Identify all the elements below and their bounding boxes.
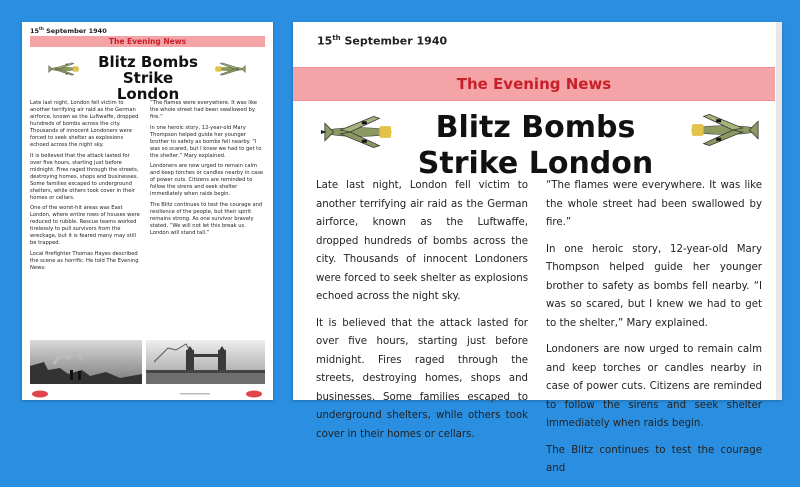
thumb-headline: Blitz Bombs Strike London — [98, 53, 198, 103]
headline: Blitz Bombs Strike London — [417, 110, 654, 181]
plane-icon — [46, 60, 82, 78]
plane-icon — [212, 60, 248, 78]
left-column — [316, 177, 528, 452]
blitz-photo — [30, 340, 142, 384]
article-date: 15th September 1940 — [317, 34, 448, 48]
right-column — [546, 177, 762, 487]
twinkl-logo — [32, 391, 48, 398]
tower-bridge-photo — [146, 340, 265, 384]
thumb-date: 15th September 1940 — [30, 26, 107, 36]
scrollbar[interactable] — [776, 22, 782, 400]
paragraph: It is believed that the attack lasted for over five hours, starting just before midnight. Fires raged through the streets, destroying homes, shops and businesses. Some families escaped to underground shelters, while others took cover in their homes or cellars. — [316, 317, 528, 440]
plane-icon-right — [686, 110, 764, 150]
paragraph: In one heroic story, 12-year-old Mary Thompson helped guide her younger brother to safety as bombs fell nearby. “I was so scared, but I knew we had to get to the shelter,” Mary explained. — [546, 243, 762, 329]
plane-icon-left — [319, 112, 397, 152]
main-page[interactable] — [293, 22, 782, 474]
thumb-right-column: “The flames were everywhere. It was like the whole street had been swallowed by fire.” In one heroic story, 12-year-old Mary Thompson helped guide her younger brother to safety as bombs fell nearby. “I was so scared, but I knew we had to get to the shelter,” Mary explained. Londoners are now urged to remain calm and keep torches or candles nearby in case of power cuts. Citizens are reminded to follow the sirens and seek shelter immediately when raids begin. The Blitz continues to test the courage and resilience of the people, but their spirit remains strong. As one survivor bravely stated, “We will not let this break us. London will stand tall.” — [150, 100, 264, 236]
quote-paragraph: “The flames were everywhere. It was like the whole street had been swallowed by fire.” — [546, 180, 762, 228]
thumb-left-column: Late last night, London fell victim to another terrifying air raid as the German airforce, known as the Luftwaffe, dropped hundreds of bombs across the city. Thousands of innocent Londoners were forced to seek shelter as explosions echoed across the night sky. It is believed that the attack lasted for over five hours, starting just before midnight. Fires raged through the streets, destroying homes, shops and businesses. Some families escaped to underground shelters, while others took cover in their homes or cellars. One of the worst-hit areas was East London, where entire rows of houses were reduced to rubble. Rescue teams worked tirelessly to pull survivors from the wreckage, but it is feared many may still be trapped. Local firefighter Thomas Hayes described the scene as horrific. He told The Evening News: — [30, 100, 140, 271]
paragraph: Londoners are now urged to remain calm and keep torches or candles nearby in case of power cuts. Citizens are reminded to follow the sirens and seek shelter immediately when raids begin. — [546, 344, 762, 429]
newspaper-banner: The Evening News — [293, 67, 775, 101]
paragraph: The Blitz continues to test the courage and — [546, 444, 762, 474]
thumbnail-page[interactable] — [22, 22, 273, 400]
thumb-footer — [30, 390, 265, 398]
paragraph: Late last night, London fell victim to another terrifying air raid as the German airforce, known as the Luftwaffe, dropped hundreds of bombs across the city. Thousands of innocent Londoners were forced to seek shelter as explosions echoed across the night sky. — [316, 180, 528, 302]
thumb-newspaper-banner: The Evening News — [30, 36, 265, 47]
